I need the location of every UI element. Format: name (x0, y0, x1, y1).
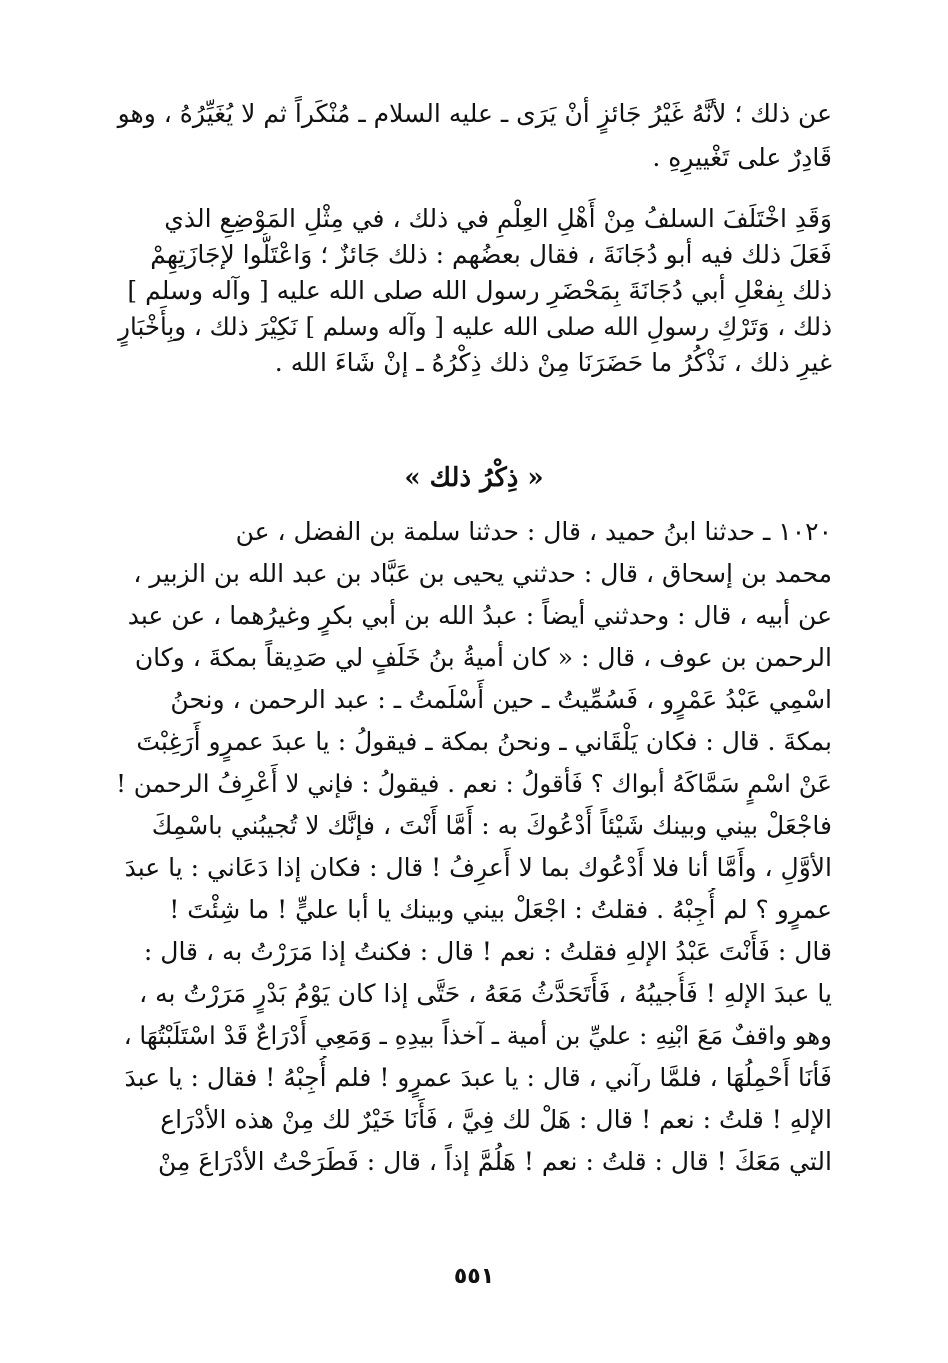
text-line: محمد بن إسحاق ، قال : حدثني يحيى بن عَبَّاد بن عبد الله بن الزبير ، (133, 559, 832, 588)
text-line: غيرِ ذلك ، نَذْكُرُ ما حَضَرَنَا مِنْ ذلك ذِكْرُهُ ـ إنْ شَاءَ الله . (274, 348, 832, 377)
text-line: بمكةَ . قال : فكان يَلْقَاني ـ ونحنُ بمكة ـ فيقولُ : يا عبدَ عمرٍو أَرَغِبْتَ (136, 727, 832, 756)
text-line: اسْمِي عَبْدُ عَمْرٍو ، فَسُمِّيتُ ـ حين أَسْلَمتُ ـ : عبد الرحمن ، ونحنُ (170, 685, 832, 714)
text-line: فَأنَا أَحْمِلُهَا ، فلمَّا رآني ، قال : يا عبدَ عمرٍو ! فلم أُجِبْهُ ! فقال : يا عبدَ (124, 1063, 832, 1092)
text-line: ذلك ، وَتَرْكِ رسولِ الله صلى الله عليه [ وآله وسلم ] نَكِيْرَ ذلك ، وبِأَخْبَارٍ (118, 312, 832, 341)
text-line: ذلك بِفعْلِ أبي دُجَانَةَ بِمَحْضَرِ رسول الله صلى الله عليه [ وآله وسلم ] (127, 276, 832, 305)
text-line: يا عبدَ الإلهِ ! فَأُجيبُهُ ، فَأَتَحَدَّثُ مَعَهُ ، حَتَّى إذا كان يَوْمُ بَدْرٍ مَرَرْتُ به ، (139, 979, 832, 1008)
text-line: الإلهِ ! قلتُ : نعم ! قال : هَلْ لك فِيَّ ، فَأَنَا خَيْرٌ لك مِنْ هذه الأدْرَاع (160, 1105, 832, 1134)
page-number: ٥٥١ (453, 1264, 495, 1289)
text-line: قال : فَأَنْتَ عَبْدُ الإلهِ فقلتُ : نعم ! قال : فكنتُ إذا مَرَرْتُ به ، قال : (143, 937, 832, 966)
text-line: الرحمن بن عوف ، قال : « كان أميةُ بنُ خَلَفٍ لي صَدِيقاً بمكةَ ، وكان (134, 643, 832, 672)
text-line: عَنْ اسْمٍ سَمَّاكَهُ أبواك ؟ فَأقولُ : نعم . فيقولُ : فإني لا أَعْرِفُ الرحمن ! (116, 769, 832, 798)
text-line: وهو واقفٌ مَعَ ابْنِهِ : عليِّ بن أمية ـ آخذاً بيدِهِ ـ وَمَعِي أَدْرَاعٌ قَدْ اسْتَلَبْتُهَا ، (123, 1021, 832, 1050)
text-line: الأوَّلِ ، وأَمَّا أنا فلا أَدْعُوك بما لا أَعرِفُ ! قال : فكان إذا دَعَاني : يا عبدَ (124, 853, 832, 882)
text-line: قَادِرٌ على تَغْييرِهِ . (652, 143, 832, 172)
section-heading: « ذِكْرُ ذلك » (404, 463, 544, 493)
text-line: فاجْعَلْ بيني وبينك شَيْئاً أَدْعُوكَ به : أَمَّا أَنْتَ ، فإنَّك لا تُجيبُني باسْمِكَ (151, 811, 832, 840)
text-line: عن أبيه ، قال : وحدثني أيضاً : عبدُ الله بن أبي بكرٍ وغيرُهما ، عن عبد (127, 601, 832, 630)
text-line: وَقَدِ اخْتَلَفَ السلفُ مِنْ أَهْلِ العِلْمِ في ذلك ، في مِثْلِ المَوْضِعِ الذي (164, 204, 832, 233)
text-line: فَعَلَ ذلك فيه أبو دُجَانَةَ ، فقال بعضُهم : ذلك جَائزٌ ؛ وَاعْتَلُّوا لإجَازَتِهِمْ (150, 240, 832, 269)
text-line: التي مَعَكَ ! قال : قلتُ : نعم ! هَلُمَّ إذاً ، قال : فَطَرَحْتُ الأدْرَاعَ مِنْ (157, 1147, 832, 1176)
text-line: عمرٍو ؟ لم أُجِبْهُ . فقلتُ : اجْعَلْ بيني وبينك يا أبا عليٍّ ! ما شِئْتَ ! (169, 895, 832, 924)
text-line: ١٠٢٠ ـ حدثنا ابنُ حميد ، قال : حدثنا سلمة بن الفضل ، عن (235, 517, 832, 546)
text-line: عن ذلك ؛ لأنَّهُ غَيْرُ جَائزٍ أنْ يَرَى ـ عليه السلام ـ مُنْكَراً ثم لا يُغَيِّرُهُ ، وهو (117, 99, 832, 128)
